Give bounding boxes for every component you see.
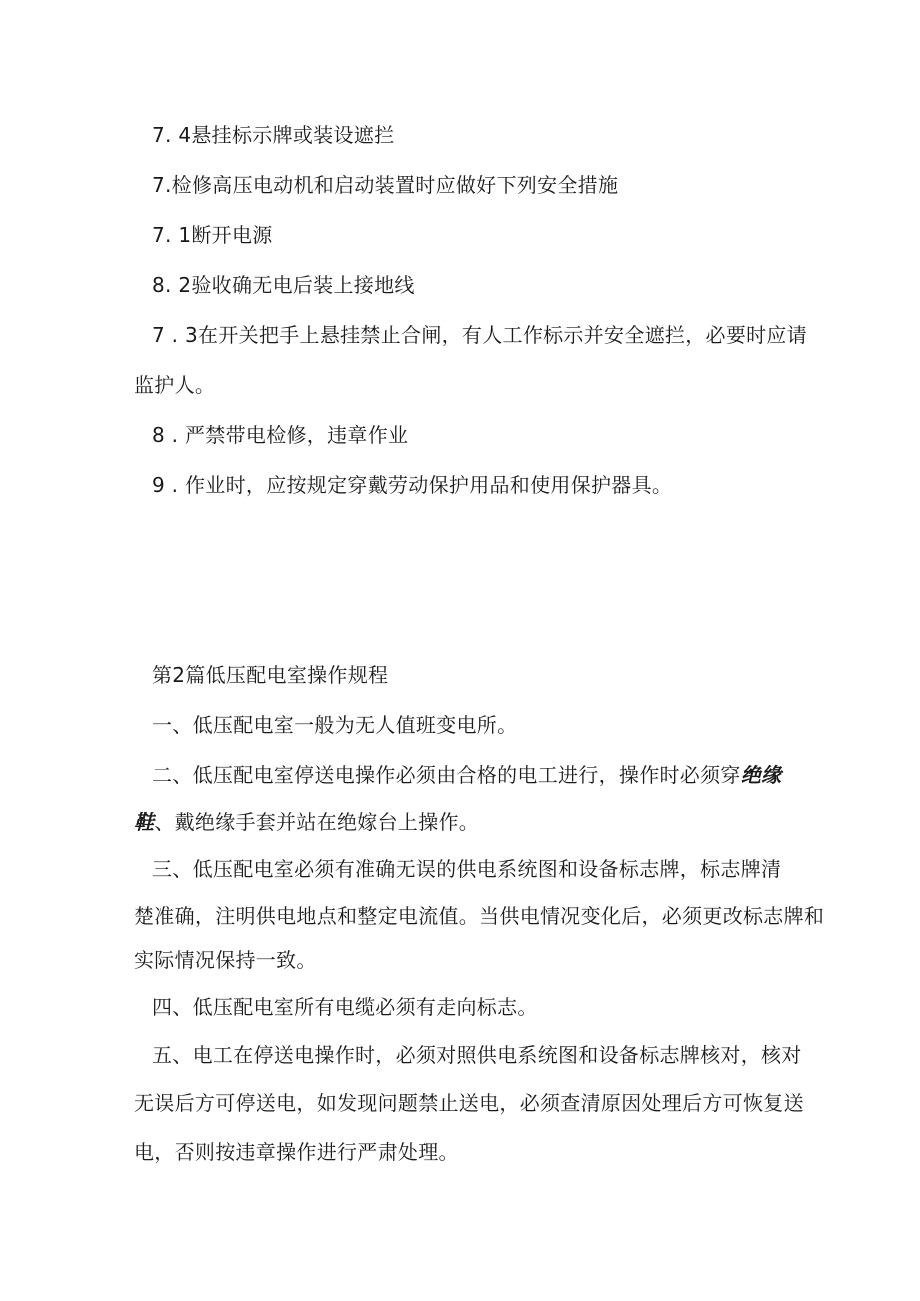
paragraph: 四、低压配电室所有电缆必须有走向标志。 — [152, 995, 538, 1019]
section-title: 第2篇低压配电室操作规程 — [152, 663, 389, 687]
paragraph-line: 三、低压配电室必须有准确无误的供电系统图和设备标志牌，标志牌清 — [152, 857, 782, 881]
paragraph-line — [134, 810, 479, 834]
paragraph: 一、低压配电室一般为无人值班变电所。 — [152, 713, 518, 737]
paragraph-line: 楚准确，注明供电地点和整定电流值。当供电情况变化后，必须更改标志牌和 — [134, 904, 825, 928]
list-item: 8 . 严禁带电检修，违章作业 — [152, 423, 409, 447]
emphasized-text: 鞋 — [134, 810, 155, 834]
list-item: 7 . 3在开关把手上悬挂禁止合闸，有人工作标示并安全遮拦，必要时应请 — [152, 323, 808, 347]
paragraph-line: 实际情况保持一致。 — [134, 948, 317, 972]
list-item-continuation: 监护人。 — [134, 373, 216, 397]
list-item: 8. 2验收确无电后装上接地线 — [152, 273, 415, 297]
paragraph-text: 二、低压配电室停送电操作必须由合格的电工进行，操作时必须穿 — [152, 763, 741, 787]
paragraph-line: 无误后方可停送电，如发现问题禁止送电，必须查清原因处理后方可恢复送 — [134, 1091, 804, 1115]
paragraph-line — [152, 763, 781, 787]
list-item: 7. 4悬挂标示牌或装设遮拦 — [152, 123, 395, 147]
list-item: 7.检修高压电动机和启动装置时应做好下列安全措施 — [152, 173, 619, 197]
list-item: 9 . 作业时，应按规定穿戴劳动保护用品和使用保护器具。 — [152, 473, 673, 497]
list-item: 7. 1断开电源 — [152, 223, 273, 247]
paragraph-line: 电，否则按违章操作进行严肃处理。 — [134, 1140, 459, 1164]
paragraph-text: 、戴绝缘手套并站在绝嫁台上操作。 — [154, 810, 480, 834]
emphasized-text: 绝缘 — [740, 763, 782, 787]
paragraph-line: 五、电工在停送电操作时，必须对照供电系统图和设备标志牌核对，核对 — [152, 1043, 802, 1067]
